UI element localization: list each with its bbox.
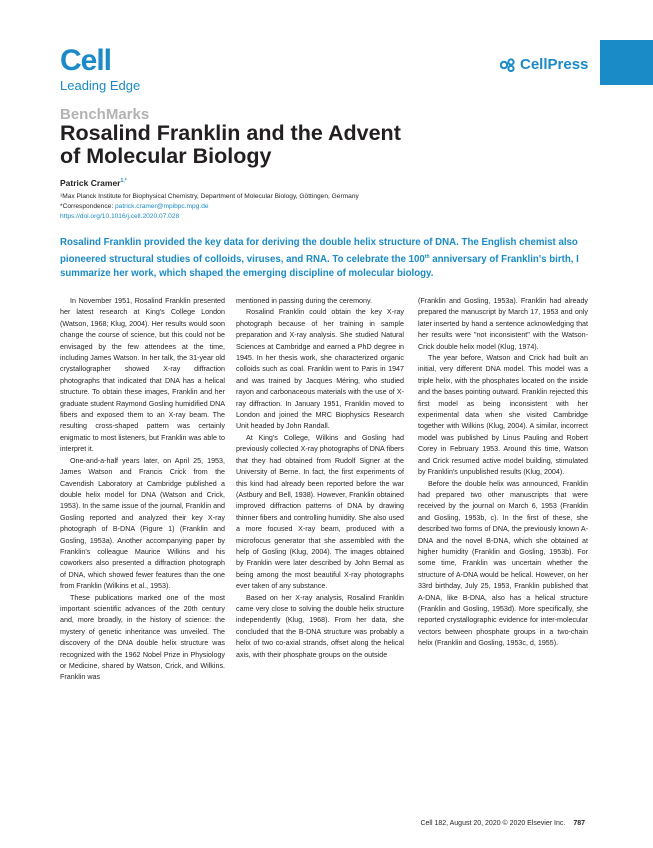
paragraph: (Franklin and Gosling, 1953a). Franklin had already prepared the manuscript by March 17, 1953 and only later inserted by hand a sentence acknowledging that her results were "not inconsistent" with the Watson-Crick double helix model (Klug, 1974).	[418, 297, 588, 351]
body-column-2	[236, 296, 404, 661]
affiliation: ¹Max Planck Institute for Biophysical Chemistry, Department of Molecular Biology, Göttingen, Germany	[60, 193, 359, 200]
accent-bar	[600, 40, 653, 85]
doi-link[interactable]: https://doi.org/10.1016/j.cell.2020.07.028	[60, 213, 180, 220]
superscript: th	[424, 254, 430, 260]
correspondence-email-link[interactable]: patrick.cramer@mpibpc.mpg.de	[114, 203, 209, 210]
correspondence-label: *Correspondence:	[60, 203, 115, 210]
publisher-name: CellPress	[520, 56, 589, 73]
footer-citation: Cell 182, August 20, 2020 © 2020 Elsevier Inc.	[420, 820, 566, 827]
paragraph: mentioned in passing during the ceremony.	[236, 297, 373, 305]
affiliation-block	[60, 192, 359, 222]
journal-logo: Cell	[60, 44, 112, 77]
section-label: Leading Edge	[60, 78, 141, 93]
paragraph: The year before, Watson and Crick had built an initial, very different DNA model. This model was a triple helix, with the phosphates located on the inside and the bases pointing outward. Franklin rejected this first model as being inconsistent with her experimental data when she visited Cambridge together with Wilkins (Klug, 2004). A similar, incorrect model was published by Linus Pauling and Robert Corey in February 1953. Around this time, Watson and Crick resumed active model building, stimulated by Franklin's unpublished results (Klug, 2004).	[418, 354, 588, 477]
title-line-1: Rosalind Franklin and the Advent	[60, 121, 401, 145]
article-title	[60, 122, 490, 168]
title-line-2: of Molecular Biology	[60, 144, 272, 168]
paragraph: At King's College, Wilkins and Gosling had previously collected X-ray photographs of DNA fibers that they had obtained from Rudolf Signer at the University of Berne. In fact, the first experiments of this kind had already been reported before the war (Astbury and Bell, 1938). However, Franklin obtained improved diffraction patterns of DNA by drawing thinner fibers and controlling humidity. She also used a more focused X-ray beam, produced with a microfocus generator that she assembled with the help of Gosling (Klug, 2004). The images obtained by Franklin were later described by John Bernal as being among the most beautiful X-ray photographs ever taken of any substance.	[236, 433, 404, 591]
correspondence	[60, 202, 359, 212]
paragraph: Rosalind Franklin could obtain the key X-ray photograph because of her training in sample preparation and X-ray analysis. She studied Natural Sciences at Cambridge and earned a PhD degree in 1945. In her thesis work, she characterized organic colloids such as coal. Franklin went to Paris in 1947 and was trained by Jacques Méring, who studied rayon and carbonaceous materials with the use of X-ray diffraction. In January 1951, Franklin moved to London and joined the MRC Biophysics Research Unit headed by John Randall.	[236, 308, 404, 431]
author-line	[60, 178, 127, 188]
abstract: Rosalind Franklin provided the key data for deriving the double helix structure of DNA. The English chemist also pioneered structural studies of colloids, viruses, and RNA. To celebrate the 100th anniversary of Franklin's birth, I summarize her work, which shaped the emerging discipline of molecular biology.	[60, 237, 579, 280]
paragraph: Based on her X-ray analysis, Rosalind Franklin came very close to solving the double helix structure independently (Klug, 1968). From her data, she concluded that the B-DNA structure was probably a helix of two co-axial strands, offset along the helical axis, with their phosphate groups on the outside	[236, 593, 404, 659]
body-column-3	[418, 296, 588, 650]
page-footer	[420, 820, 585, 827]
author-name: Patrick Cramer	[60, 178, 121, 188]
cellpress-mark-icon	[500, 58, 516, 72]
paragraph: In November 1951, Rosalind Franklin presented her latest research at King's College London (Watson, 1968; Klug, 2004). Her results would soon change the course of science, but this could not be envisaged by the few attendees at the time, including James Watson. In her talk, the 31-year old crystallographer showed X-ray diffraction photographs that indicated that DNA has a helical structure. To obtain these images, Franklin and her graduate student Raymond Gosling humidified DNA fibers and exposed them to an X-ray beam. The resulting cross-shaped pattern was certainly enigmatic to most listeners, but Franklin was able to interpret it.	[60, 297, 225, 454]
body-column-1	[60, 296, 225, 684]
paragraph: Before the double helix was announced, Franklin had prepared two other manuscripts that were received by the journal on March 6, 1953 (Franklin and Gosling, 1953b, c). In the first of these, she described two forms of DNA, the previously known A-DNA and the novel B-DNA, which she obtained at higher humidity (Franklin and Gosling, 1953b). For some time, Franklin was uncertain whether the structure of A-DNA would be helical. However, on her 33rd birthday, July 25, 1953, Franklin published that A-DNA, like B-DNA, also has a helical structure (Franklin and Gosling, 1953d). More specifically, she reported crystallographic evidence for inter-molecular vectors between phosphate groups in a two-chain helix (Franklin and Gosling, 1953c, d, 1955).	[418, 479, 588, 648]
page-number: 787	[573, 820, 585, 827]
paragraph: One-and-a-half years later, on April 25, 1953, James Watson and Francis Crick from the Cavendish Laboratory at Cambridge published a double helix model for DNA (Watson and Crick, 1953). In the same issue of the journal, Franklin and Gosling reported and analyzed their key X-ray photograph of B-DNA (Figure 1) (Franklin and Gosling, 1953a). Another accompanying paper by Franklin's colleague Maurice Wilkins and his coworkers also presented a diffraction photograph of DNA, which showed fewer features than the one from Franklin (Wilkins et al., 1953).	[60, 456, 225, 591]
paragraph: These publications marked one of the most important scientific advances of the 20th century and, more broadly, in the history of science: the mystery of genetic inheritance was unveiled. The discovery of the DNA double helix structure was recognized with the 1962 Nobel Prize in Physiology or Medicine, shared by Watson, Crick, and Wilkins. Franklin was	[60, 593, 225, 682]
article-category: BenchMarks	[60, 106, 150, 123]
publisher-logo	[500, 56, 588, 73]
author-marks[interactable]: 1,*	[120, 178, 127, 185]
